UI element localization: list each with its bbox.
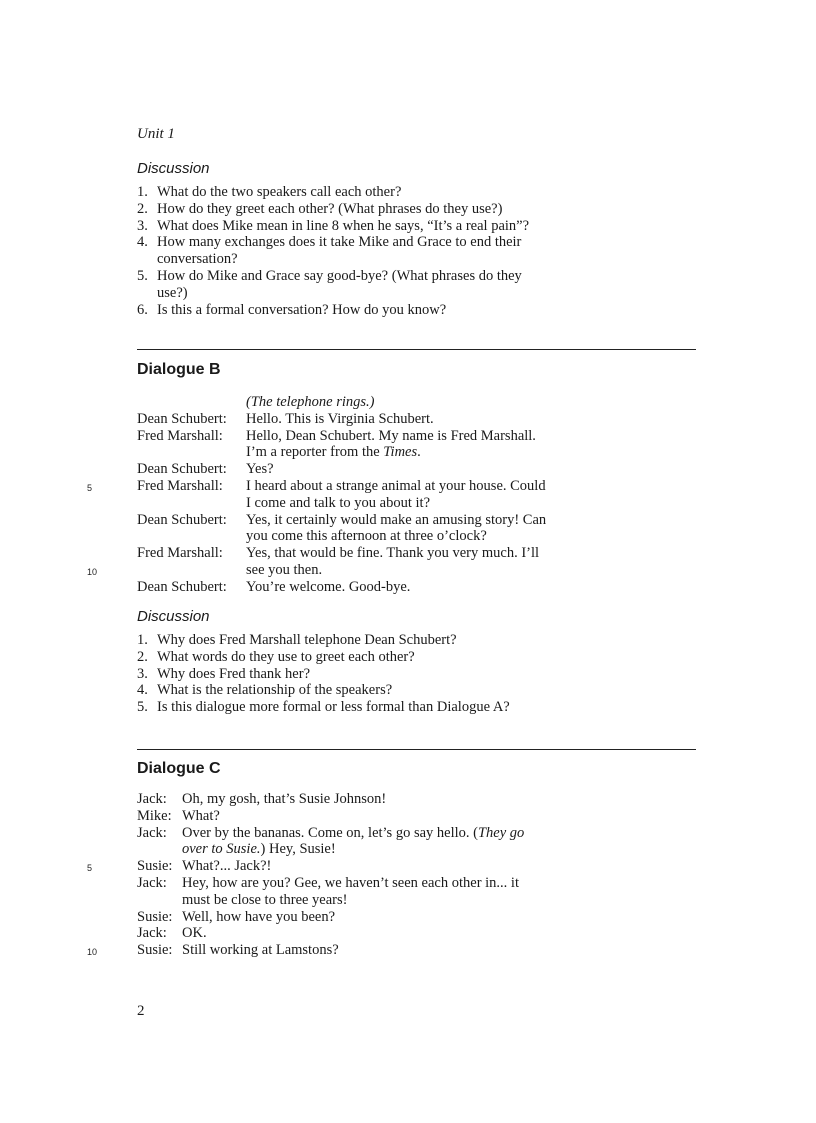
dialogue-text: I come and talk to you about it? — [246, 494, 431, 511]
speaker-name: Susie: — [137, 908, 173, 925]
dialogue-text: Hey, how are you? Gee, we haven’t seen each other in... it — [182, 874, 519, 891]
speaker-name: Susie: — [137, 942, 173, 959]
dialogue-line — [137, 411, 546, 428]
dialogue-text: Hello. This is Virginia Schubert. — [246, 410, 434, 427]
question-item — [137, 184, 657, 201]
question-text: conversation? — [157, 251, 238, 268]
speaker-name: Mike: — [137, 807, 172, 824]
question-text: Why does Fred Marshall telephone Dean Schubert? — [157, 632, 457, 648]
dialogue-text: Over by the bananas. Come on, let’s go say hello. (They go — [182, 824, 525, 841]
question-text: Is this dialogue more formal or less formal than Dialogue A? — [157, 699, 510, 716]
dialogue-line — [87, 477, 546, 495]
question-item — [137, 234, 657, 268]
discussion-b-questions — [137, 632, 657, 716]
speaker-name: Jack: — [137, 925, 167, 942]
question-item — [137, 699, 657, 716]
speaker-name: Dean Schubert: — [137, 410, 227, 427]
question-text: What words do they use to greet each other? — [157, 648, 415, 665]
stage-direction: (The telephone rings.) — [246, 394, 375, 410]
discussion-b-heading: Discussion — [137, 608, 210, 625]
question-text: What does Mike mean in line 8 when he says, “It’s a real pain”? — [157, 217, 530, 234]
line-number: 5 — [87, 482, 93, 493]
question-number: 5. — [137, 267, 148, 284]
dialogue-line — [137, 892, 524, 909]
section-divider — [137, 749, 696, 750]
question-text: Is this a formal conversation? How do you know? — [157, 301, 447, 318]
dialogue-text: Hello, Dean Schubert. My name is Fred Marshall. — [246, 427, 536, 444]
line-number: 10 — [87, 947, 98, 958]
question-item — [137, 201, 657, 218]
dialogue-line — [137, 808, 524, 825]
speaker-name: Jack: — [137, 824, 167, 841]
question-number: 2. — [137, 648, 148, 665]
dialogue-text: see you then. — [246, 561, 323, 578]
discussion-a-questions — [137, 184, 657, 318]
dialogue-c-body — [87, 791, 525, 959]
speaker-name: Dean Schubert: — [137, 578, 227, 595]
dialogue-line — [137, 909, 524, 926]
dialogue-line — [137, 528, 546, 545]
dialogue-line — [137, 925, 524, 942]
dialogue-text: must be close to three years! — [182, 891, 348, 908]
speaker-name: Fred Marshall: — [137, 545, 223, 562]
dialogue-b-body — [87, 394, 547, 596]
discussion-a-heading: Discussion — [137, 160, 210, 177]
question-number: 4. — [137, 234, 148, 251]
dialogue-text: What? — [182, 807, 220, 824]
question-item — [137, 218, 657, 235]
dialogue-line — [137, 825, 524, 842]
dialogue-line — [137, 461, 546, 478]
question-item — [137, 666, 657, 683]
question-text: What do the two speakers call each other? — [157, 184, 402, 200]
line-number: 10 — [87, 566, 98, 577]
question-number: 1. — [137, 632, 148, 648]
dialogue-line — [137, 579, 546, 596]
dialogue-text: I heard about a strange animal at your house. Could — [246, 477, 546, 494]
dialogue-text: You’re welcome. Good-bye. — [246, 578, 411, 595]
unit-label: Unit 1 — [137, 126, 175, 142]
question-text: use?) — [157, 284, 188, 301]
speaker-name: Fred Marshall: — [137, 477, 223, 494]
question-item — [137, 682, 657, 699]
dialogue-line — [137, 428, 546, 445]
dialogue-text: OK. — [182, 925, 207, 942]
section-divider — [137, 349, 696, 350]
question-number: 5. — [137, 699, 148, 716]
dialogue-text: I’m a reporter from the Times. — [246, 444, 421, 461]
speaker-name: Jack: — [137, 791, 167, 807]
question-number: 4. — [137, 682, 148, 699]
question-item — [137, 302, 657, 319]
dialogue-line — [137, 875, 524, 892]
dialogue-line — [137, 512, 546, 529]
speaker-name: Jack: — [137, 874, 167, 891]
question-text: What is the relationship of the speakers? — [157, 682, 393, 699]
dialogue-line — [137, 841, 524, 858]
dialogue-c-heading: Dialogue C — [137, 760, 221, 777]
dialogue-line — [137, 545, 546, 562]
question-number: 3. — [137, 217, 148, 234]
question-item — [137, 649, 657, 666]
dialogue-text: Yes, it certainly would make an amusing story! Can — [246, 511, 547, 528]
dialogue-text: Yes? — [246, 461, 274, 478]
dialogue-line — [137, 495, 546, 512]
question-item — [137, 268, 657, 302]
dialogue-line — [137, 444, 546, 461]
dialogue-line — [87, 942, 524, 959]
page-number: 2 — [137, 1003, 145, 1019]
dialogue-line — [87, 858, 524, 875]
speaker-name: Dean Schubert: — [137, 461, 227, 478]
dialogue-text: What?... Jack?! — [182, 858, 272, 875]
dialogue-text: Yes, that would be fine. Thank you very much. I’ll — [246, 545, 540, 562]
dialogue-text: Still working at Lamstons? — [182, 942, 339, 959]
question-text: Why does Fred thank her? — [157, 665, 311, 682]
question-number: 3. — [137, 665, 148, 682]
dialogue-text: over to Susie.) Hey, Susie! — [182, 841, 336, 858]
speaker-name: Fred Marshall: — [137, 427, 223, 444]
question-number: 1. — [137, 184, 148, 200]
dialogue-line — [137, 791, 524, 808]
question-number: 6. — [137, 301, 148, 318]
question-item — [137, 632, 657, 649]
dialogue-text: Oh, my gosh, that’s Susie Johnson! — [182, 791, 387, 807]
dialogue-text: you come this afternoon at three o’clock? — [246, 528, 487, 545]
dialogue-b-heading: Dialogue B — [137, 361, 221, 378]
line-number: 5 — [87, 863, 93, 874]
question-text: How do they greet each other? (What phrases do they use?) — [157, 200, 503, 217]
question-text: How do Mike and Grace say good-bye? (What phrases do they — [157, 267, 522, 284]
question-number: 2. — [137, 200, 148, 217]
question-text: How many exchanges does it take Mike and Grace to end their — [157, 234, 522, 251]
dialogue-line — [87, 561, 546, 579]
dialogue-text: Well, how have you been? — [182, 908, 336, 925]
speaker-name: Dean Schubert: — [137, 511, 227, 528]
speaker-name: Susie: — [137, 858, 173, 875]
